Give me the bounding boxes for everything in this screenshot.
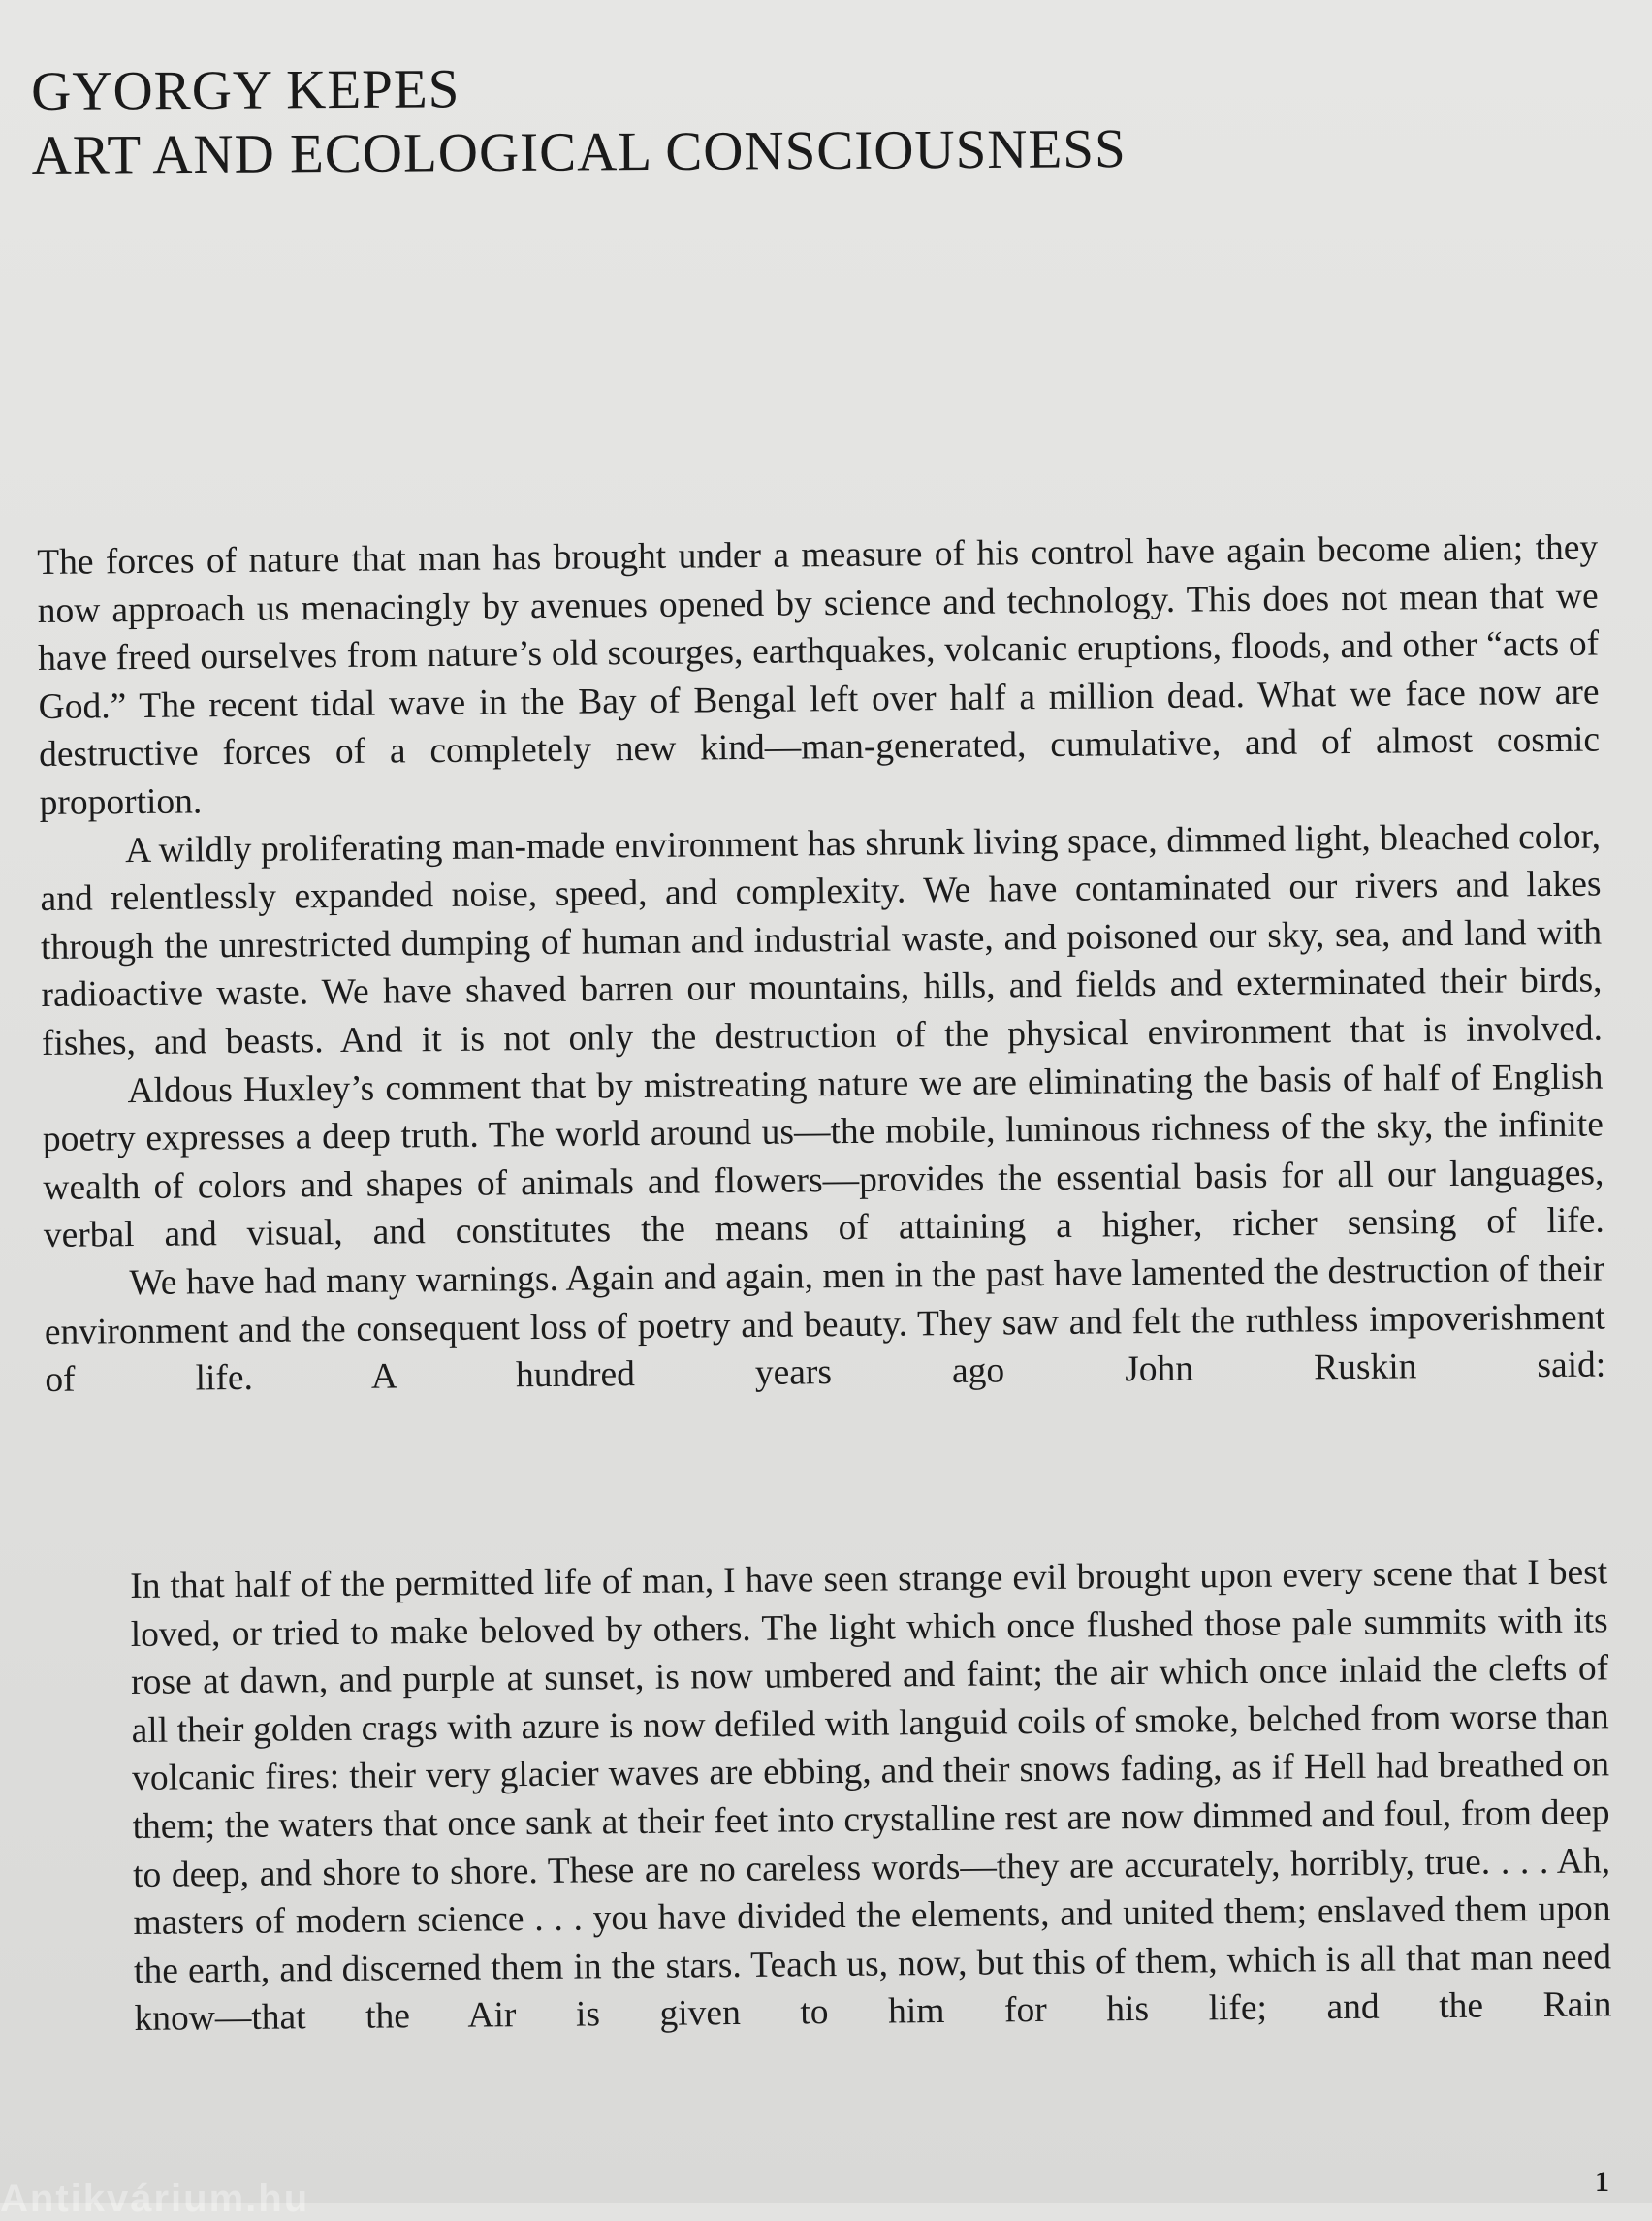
page-title [31, 53, 1127, 188]
essay-title: ART AND ECOLOGICAL CONSCIOUSNESS [31, 118, 1127, 186]
essay-body [37, 524, 1605, 1405]
paragraph-2: A wildly proliferating man-made environment has shrunk living space, dimmed light, bleached color, and relentlessly expanded noise, speed, and complexity. We have contaminated our rivers and lakes through the unrestricted dumping of human and industrial waste, and poisoned our sky, sea, and land with radioactive waste. We have shaved barren our mountains, hills, and fields and exterminated their birds, fishes, and beasts. And it is not only the destruction of the physical environment that is involved. [40, 816, 1604, 1063]
ruskin-quote [130, 1548, 1612, 2044]
watermark: Antikvárium.hu [0, 2177, 310, 2220]
paragraph-1: The forces of nature that man has brought under a measure of his control have again become alien; they now approach us menacingly by avenues opened by science and technology. This does not mean that we have freed ourselves from nature’s old scourges, earthquakes, volcanic eruptions, floods, and other “acts of God.” The recent tidal wave in the Bay of Bengal left over half a million dead. What we face now are destructive forces of a completely new kind—man-generated, cumulative, and of almost cosmic proportion. [37, 527, 1601, 823]
page-number: 1 [1595, 2166, 1609, 2198]
quote-text: In that half of the permitted life of man, I have seen strange evil brought upon every scene that I best loved, or tried to make beloved by others. The light which once flushed those pale summits with its rose at dawn, and purple at sunset, is now umbered and faint; the air which once inlaid the clefts of all their golden crags with azure is now defiled with languid coils of smoke, belched from worse than volcanic fires: their very glacier waves are ebbing, and their snows fading, as if Hell had breathed on them; the waters that once sank at their feet into crystalline rest are now dimmed and foul, from deep to deep, and shore to shore. These are no careless words—they are accurately, horribly, true. . . . Ah, masters of modern science . . . you have divided the elements, and united them; enslaved them upon the earth, and discerned them in the stars. Teach us, now, but this of them, which is all that man need know—that the Air is given to him for his life; and the Rain [130, 1552, 1612, 2040]
paragraph-4: We have had many warnings. Again and again, men in the past have lamented the destruction of their environment and the consequent loss of poetry and beauty. They saw and felt the ruthless impoverishment of life. A hundred years ago John Ruskin said: [44, 1249, 1606, 1401]
author-name: GYORGY KEPES [31, 58, 461, 122]
paragraph-3: Aldous Huxley’s comment that by mistreating nature we are eliminating the basis of half of English poetry expresses a deep truth. The world around us—the mobile, luminous richness of the sky, the infinite wealth of colors and shapes of animals and flowers—provides the essential basis for all our languages, verbal and visual, and constitutes the means of attaining a higher, richer sensing of life. [42, 1057, 1605, 1256]
